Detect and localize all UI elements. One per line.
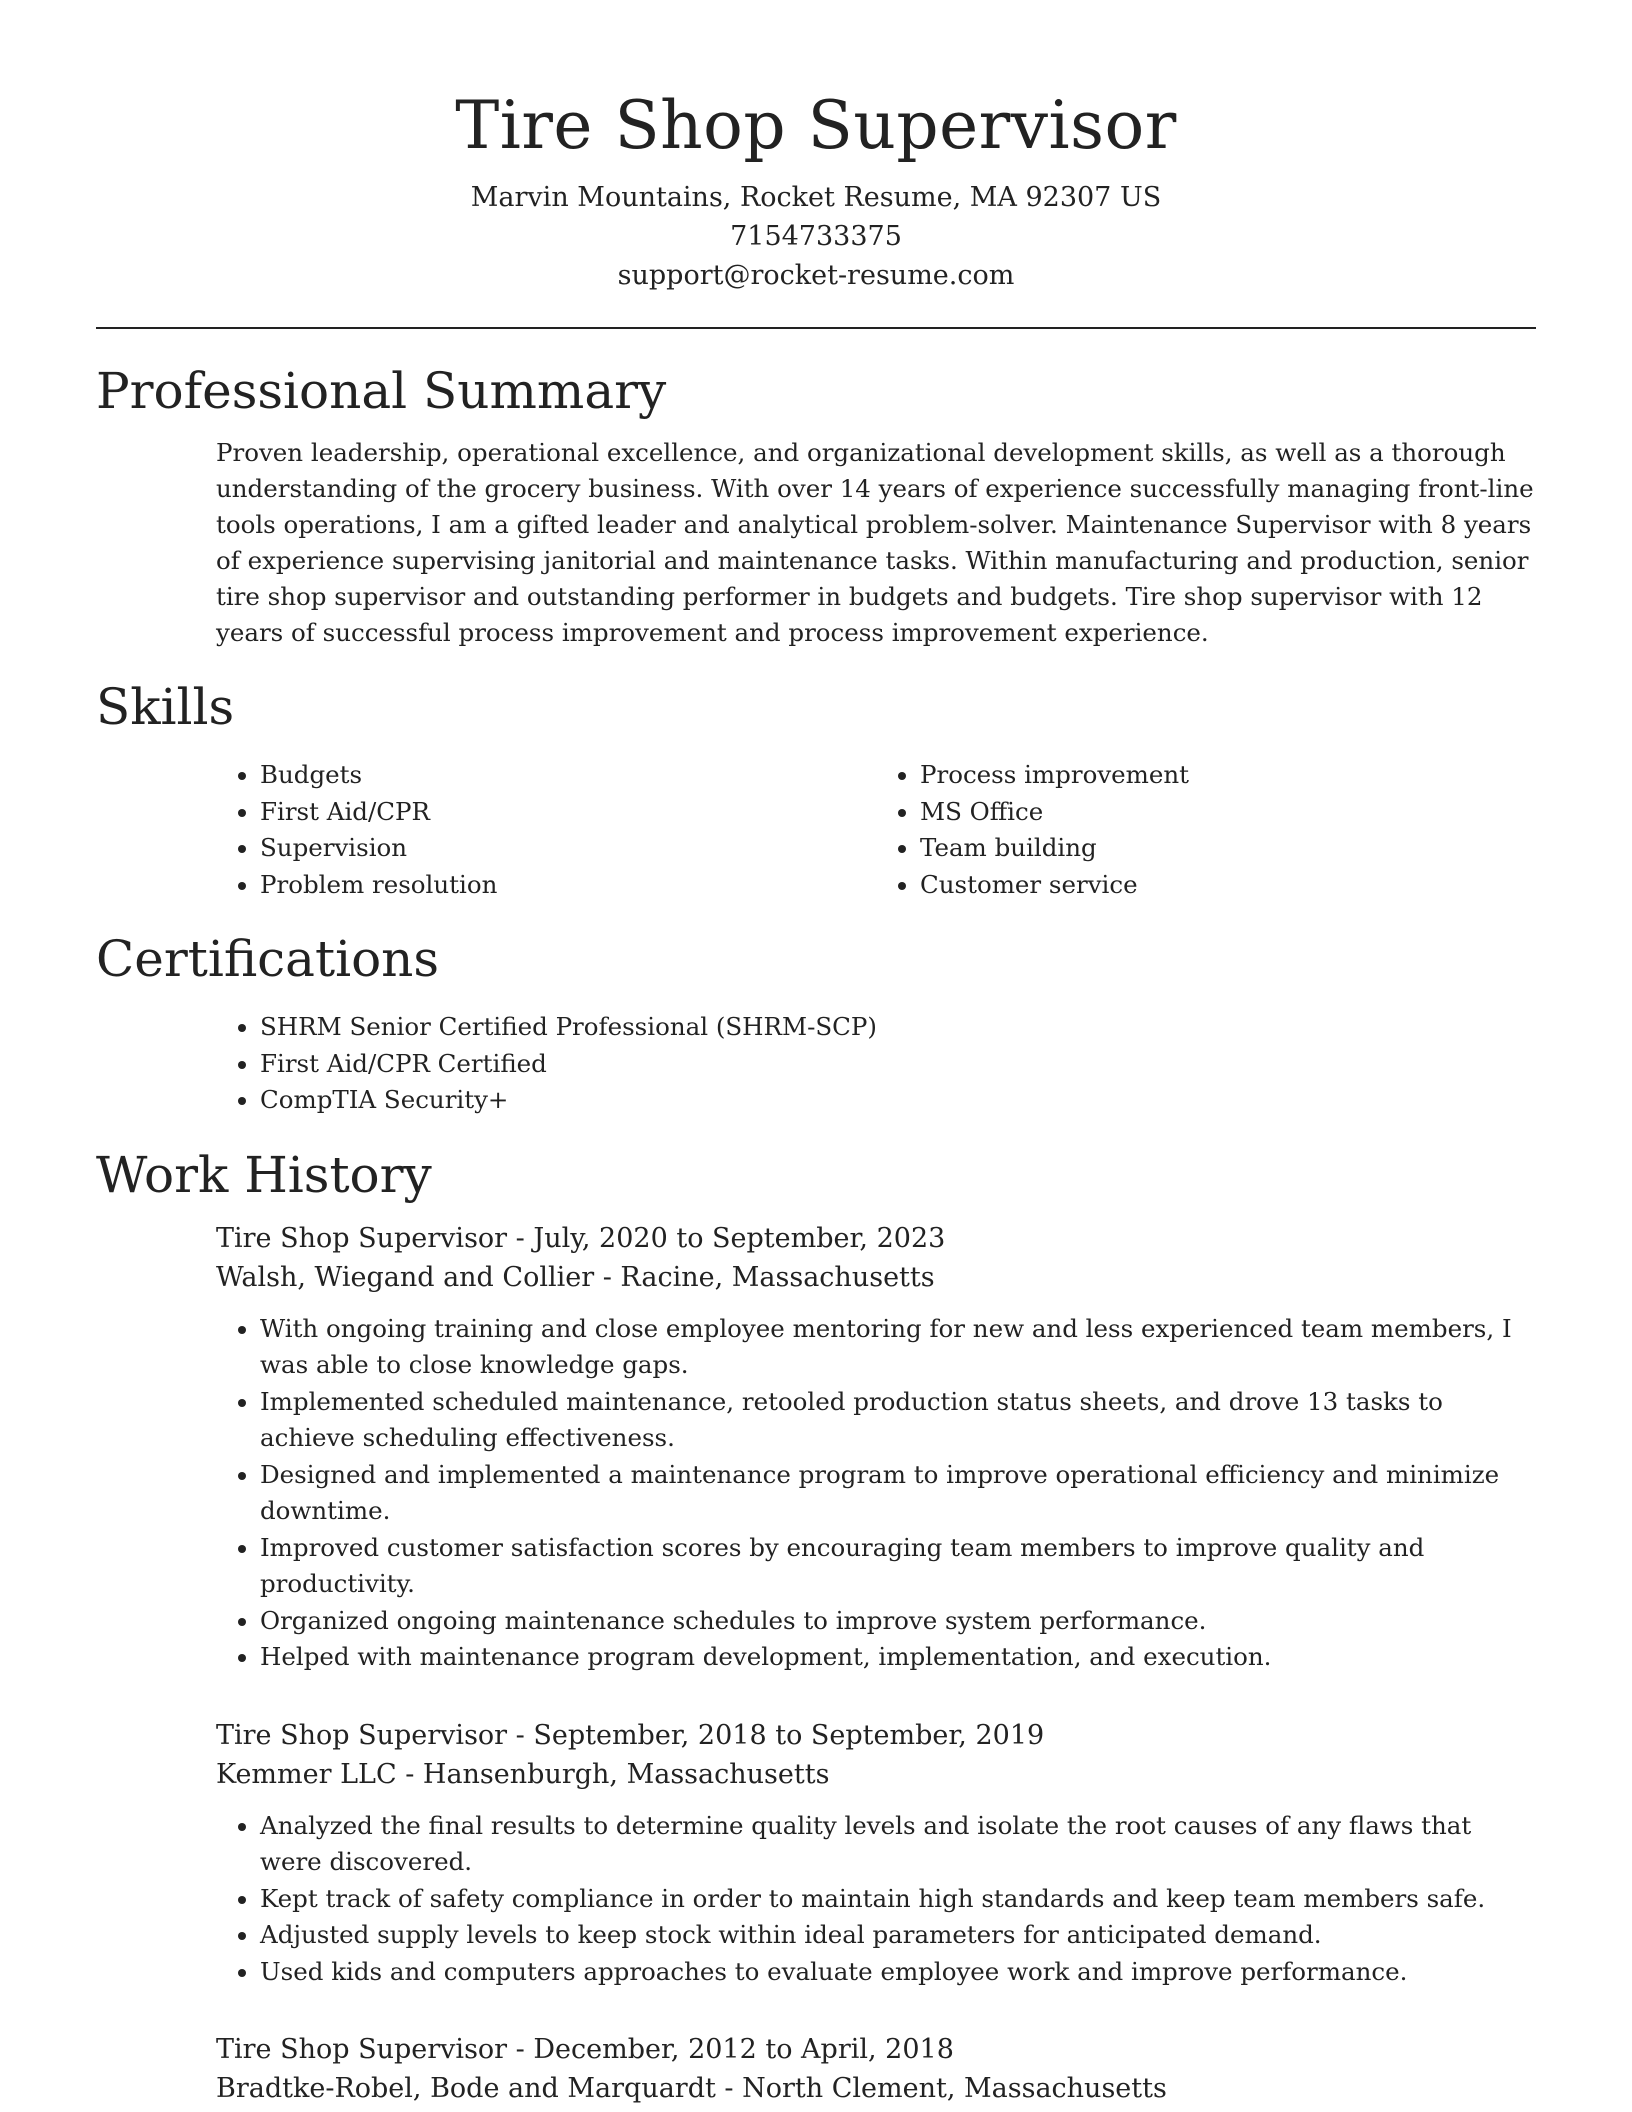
work-history-section bbox=[96, 1143, 1536, 2109]
job-company-line: Walsh, Wiegand and Collier - Racine, Massachusetts bbox=[216, 1261, 935, 1293]
job-bullet: • Organized ongoing maintenance schedules to improve system performance. bbox=[260, 1603, 1536, 1640]
skills-heading: Skills bbox=[96, 678, 235, 736]
certifications-list bbox=[216, 1009, 1536, 1119]
certifications-heading: Certifications bbox=[96, 930, 440, 988]
job-company-line: Kemmer LLC - Hansenburgh, Massachusetts bbox=[216, 1758, 830, 1790]
summary-heading: Professional Summary bbox=[96, 362, 667, 420]
header-divider bbox=[96, 327, 1536, 329]
certification-item: • SHRM Senior Certified Professional (SHRM-SCP) bbox=[260, 1009, 1536, 1046]
skill-item: • Supervision bbox=[260, 830, 876, 867]
skills-column-left bbox=[216, 757, 876, 903]
work-history-heading: Work History bbox=[96, 1145, 432, 1204]
job-bullet: • Helped with maintenance program development, implementation, and execution. bbox=[260, 1639, 1536, 1676]
job-role-line: Tire Shop Supervisor - July, 2020 to September, 2023 bbox=[216, 1222, 946, 1254]
job-entry bbox=[216, 1219, 1536, 1676]
skill-item: • First Aid/CPR bbox=[260, 794, 876, 831]
job-company-line: Bradtke-Robel, Bode and Marquardt - North Clement, Massachusetts bbox=[216, 2073, 1167, 2104]
skill-item: • Team building bbox=[920, 830, 1536, 867]
job-entry bbox=[216, 1716, 1536, 1991]
resume-document bbox=[96, 0, 1536, 2108]
skills-section bbox=[96, 675, 1536, 903]
certifications-section bbox=[96, 927, 1536, 1119]
job-bullet: • Used kids and computers approaches to evaluate employee work and improve performance. bbox=[260, 1954, 1536, 1991]
job-bullets bbox=[216, 1311, 1536, 1676]
job-bullet: • Kept track of safety compliance in order to maintain high standards and keep team members safe. bbox=[260, 1881, 1536, 1918]
job-role-line: Tire Shop Supervisor - December, 2012 to April, 2018 bbox=[216, 2034, 954, 2065]
skills-column-right bbox=[876, 757, 1536, 903]
skill-item: • Customer service bbox=[920, 867, 1536, 904]
job-bullet: • Implemented scheduled maintenance, retooled production status sheets, and drove 13 tasks to achieve scheduling effectiveness. bbox=[260, 1384, 1536, 1457]
phone-text: 7154733375 bbox=[730, 221, 902, 252]
skill-item: • Process improvement bbox=[920, 757, 1536, 794]
resume-header bbox=[96, 0, 1536, 295]
job-bullet: • Designed and implemented a maintenance program to improve operational efficiency and minimize downtime. bbox=[260, 1457, 1536, 1530]
certifications-bullets bbox=[216, 1009, 1536, 1119]
certification-item: • First Aid/CPR Certified bbox=[260, 1046, 1536, 1083]
job-bullet: • Analyzed the final results to determine quality levels and isolate the root causes of any flaws that were discovered. bbox=[260, 1808, 1536, 1881]
skill-item: • Budgets bbox=[260, 757, 876, 794]
resume-name: Tire Shop Supervisor bbox=[455, 87, 1177, 164]
skill-item: • Problem resolution bbox=[260, 867, 876, 904]
job-bullets bbox=[216, 1808, 1536, 1991]
address-text: Marvin Mountains, Rocket Resume, MA 92307 US bbox=[470, 182, 1162, 213]
skill-item: • MS Office bbox=[920, 794, 1536, 831]
summary-section bbox=[96, 359, 1536, 651]
email-text: support@rocket-resume.com bbox=[617, 260, 1015, 291]
contact-info bbox=[96, 178, 1536, 295]
job-role-line: Tire Shop Supervisor - September, 2018 to September, 2019 bbox=[216, 1719, 1045, 1751]
job-bullet: • With ongoing training and close employee mentoring for new and less experienced team members, I was able to close knowledge gaps. bbox=[260, 1311, 1536, 1384]
summary-paragraph: Proven leadership, operational excellence, and organizational development skills, as well as a thorough understanding of the grocery business. With over 14 years of experience successfully managing front-line tools operations, I am a gifted leader and analytical problem-solver. Maintenance Supervisor with 8 years of experience supervising janitorial and maintenance tasks. Within manufacturing and production, senior tire shop supervisor and outstanding performer in budgets and budgets. Tire shop supervisor with 12 years of successful process improvement and process improvement experience. bbox=[216, 438, 1534, 647]
skills-grid bbox=[216, 757, 1536, 903]
job-entry bbox=[216, 2030, 1536, 2108]
certification-item: • CompTIA Security+ bbox=[260, 1082, 1536, 1119]
job-bullet: • Improved customer satisfaction scores by encouraging team members to improve quality and productivity. bbox=[260, 1530, 1536, 1603]
job-bullet: • Adjusted supply levels to keep stock within ideal parameters for anticipated demand. bbox=[260, 1917, 1536, 1954]
